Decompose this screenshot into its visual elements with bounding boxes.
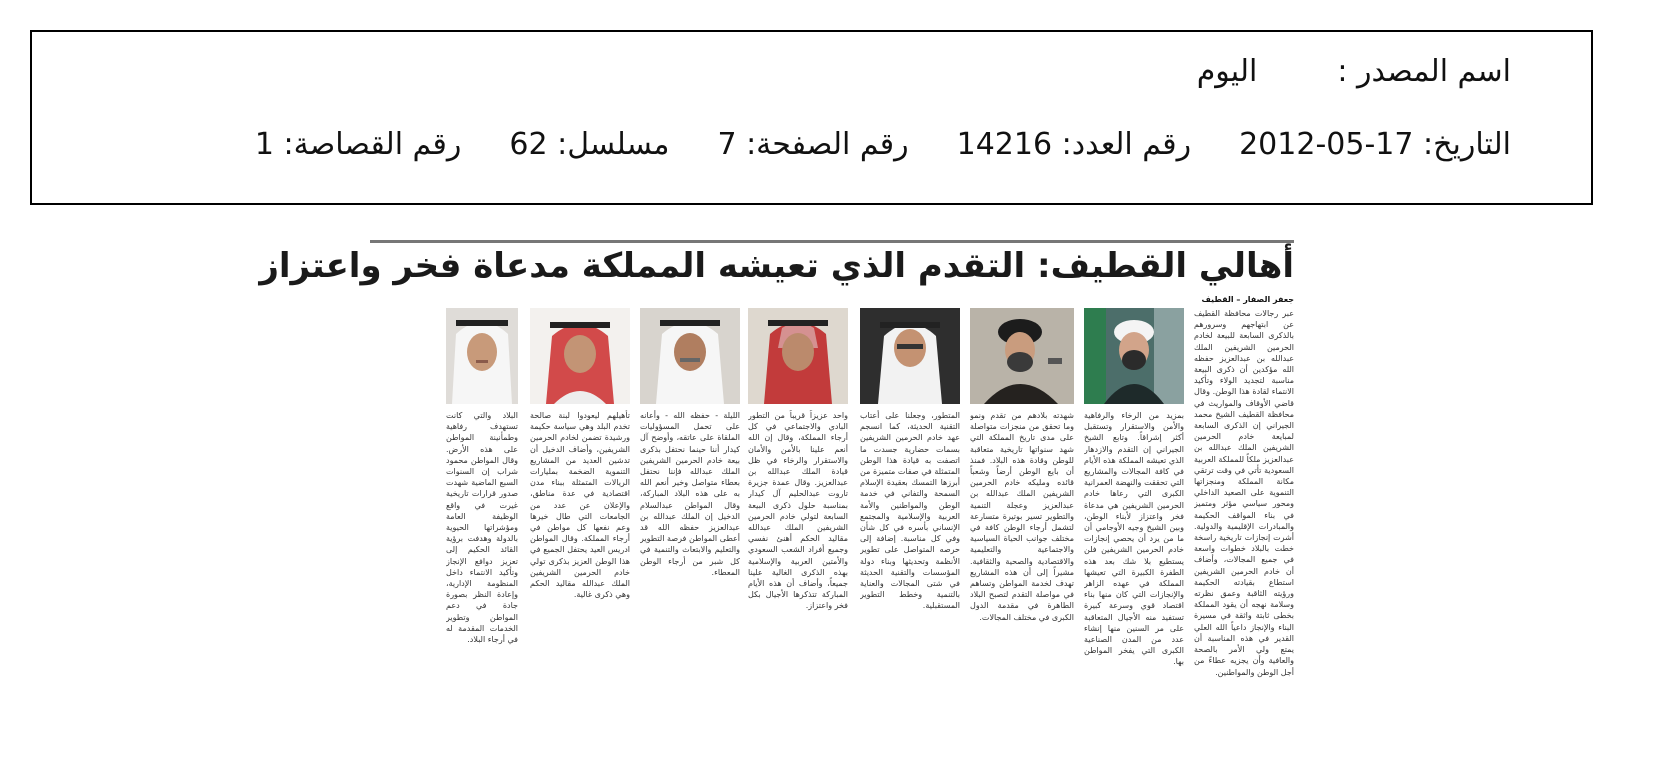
photo-man-white-ghutra-mustache bbox=[640, 308, 740, 404]
article-column-7: تأهيلهم ليعودوا لبنة صالحة تخدم البلد وهي سياسة حكيمة ورشيدة تضمن لخادم الحرمين الشريفين، وأضاف الدخيل أن تدشين العديد من المشاريع التنموية الضخمة بمليارات الريالات المتمثلة ببناء مدن اقتصادية في عدة مناطق، والإعلان عن عدد من الجامعات التي طال خيرها وعم نفعها كل مواطن في أرجاء المملكة. وقال المواطن ادريس العيد يحتفل الجميع في هذا الوطن العزيز بذكرى تولي خادم الحرمين الشريفين الملك عبدالله مقاليد الحكم وهي ذكرى غالية. bbox=[530, 411, 630, 600]
serial-field: مسلسل: 62 bbox=[509, 127, 670, 162]
photo-man-white-ghutra-smiling bbox=[446, 308, 518, 404]
article-byline: جعفر الصفار – القطيف bbox=[1201, 295, 1294, 304]
article-column-1: عبر رجالات محافظة القطيف عن ابتهاجهم وسرورهم بالذكرى السابعة للبيعة لخادم الحرمين الشريفين الملك عبدالله بن عبدالعزيز حفظه الله مؤكدين أن ذكرى البيعة مناسبة لتجديد الولاء وتأكيد الانتماء لقادة هذا الوطن. وقال قاضي الأوقاف والمواريث في محافظة القطيف الشيخ محمد الجيراني إن الذكرى السابعة لمبايعة خادم الحرمين الشريفين الملك عبدالله بن عبدالعزيز ملكاً للمملكة العربية السعودية تأتي في وقت ترتقي مكانة المملكة ومنجزاتها التنموية على الصعيد الداخلي ومحور سياسي مؤثر ومتميز في بناء المواقف الحكيمة والمبادرات الإقليمية والدولية. أشرت إنجازات تاريخية راسخة خطت بالبلاد خطوات واسعة في جميع المجالات، وأضاف أن خادم الحرمين الشريفين استطاع بقيادته الحكيمة ورؤيته الثاقبة وعمق نظرته وسلامة نهجه أن يقود المملكة بخطى ثابتة واثقة في مسيرة البناء والإنجاز داعياً الله العلي القدير في هذه المناسبة أن يمتع ولي الأمر بالصحة والعافية وأن يجزيه عطاءً من أجل الوطن والمواطنين. bbox=[1194, 309, 1294, 677]
top-rule bbox=[370, 240, 1294, 243]
details-line bbox=[255, 127, 1511, 162]
clip-metadata-box bbox=[30, 30, 1593, 205]
portrait-image bbox=[1084, 308, 1184, 404]
portrait-image bbox=[530, 308, 630, 404]
photo-sayyid-black-turban bbox=[970, 308, 1074, 404]
article-column-4: المتطور، وجعلنا على أعتاب التقنية الحديثة، كما انسجم عهد خادم الحرمين الشريفين بسمات حضارية جسدت ما اتصفت به قيادة هذا الوطن المتمثلة في صفات متميزة من أبرزها التمسك بعقيدة الإسلام السمحة والتفاني في خدمة الوطن والمواطنين والأمة العربية والإسلامية والمجتمع الإنساني بأسره في كل شأن وفي كل مناسبة. إضافة إلى حرصه المتواصل على تطوير الأنظمة وتحديثها وبناء دولة المؤسسات والتقنية الحديثة في شتى المجالات والعناية بالتنمية وخطط التطوير المستقبلية. bbox=[860, 411, 960, 611]
portrait-image bbox=[640, 308, 740, 404]
portrait-image bbox=[446, 308, 518, 404]
date-field: التاريخ: 17-05-2012 bbox=[1239, 127, 1511, 162]
issue-field: رقم العدد: 14216 bbox=[956, 127, 1192, 162]
portrait-image bbox=[970, 308, 1074, 404]
photo-man-red-shemagh-2 bbox=[530, 308, 630, 404]
portrait-image bbox=[860, 308, 960, 404]
article-column-6: الليلة - حفظه الله - وأعانه على تحمل المسؤوليات الملقاة على عاتقه، وأوضح آل كيدار أننا حينما نحتفل بذكرى بيعة خادم الحرمين الشريفين الملك عبدالله فإننا نحتفل بعطاء متواصل وخير أنعم الله به على هذه البلاد المباركة، وقال المواطن عبدالسلام الدخيل إن الملك عبدالله بن عبدالعزيز حفظه الله قد أعطى المواطن فرصة التطوير والتعليم والابتعاث والتنمية في كل شبر من أرجاء الوطن المعطاء. bbox=[640, 411, 740, 577]
portrait-image bbox=[748, 308, 848, 404]
page-field: رقم الصفحة: 7 bbox=[717, 127, 909, 162]
article-column-8: البلاد والتي كانت تستهدف رفاهية وطمأنينة المواطن على هذه الأرض. وقال المواطن محمود شراب إن السنوات السبع الماضية شهدت صدور قرارات تاريخية غيرت في واقع الوظيفة العامة ومؤشراتها الحيوية بالدولة وهدفت برؤية القائد الحكيم إلى تعزيز دوافع الإنجاز وتأكيد الانتماء داخل المنظومة الإدارية، وإعادة النظر بصورة جادة في دعم المواطن وتطوير الخدمات المقدمة له في أرجاء البلاد. bbox=[446, 411, 518, 645]
source-line bbox=[1197, 54, 1511, 89]
article-column-2: بمزيد من الرخاء والرفاهية والأمن والاستقرار وتستقبل أكثر إشراقاً. وتابع الشيخ الجيراني إن التقدم والازدهار الذي تعيشه المملكة هذه الأيام في كافة المجالات والمشاريع التي تحققت والنهضة العمرانية الكبرى التي رعاها خادم الحرمين الشريفين هي مدعاة فخر واعتزاز لأبناء الوطن، وبين الشيخ وجيه الأوجامي أن ما من يرد أن يحصي إنجازات خادم الحرمين الشريفين فلن يستطيع بلا شك بعد هذه الطفرة الكبيرة التي تعيشها المملكة في عهده الزاهر والإنجازات التي كان منها بناء اقتصاد قوي وسرعة كبيرة تستفيد منه الأجيال المتعاقبة على مر السنين منها إنشاء عدد من المدن الصناعية الكبرى التي يفخر المواطن بها. bbox=[1084, 411, 1184, 667]
photo-sheikh-white-turban bbox=[1084, 308, 1184, 404]
photo-man-red-shemagh bbox=[748, 308, 848, 404]
article-column-5: واحد عزيزاً قريباً من التطور البادي والاجتماعي في كل أرجاء المملكة، وقال إن الله أنعم علينا بالأمن والأمان والاستقرار والرخاء في ظل قيادة الملك عبدالله بن عبدالعزيز. وقال عمدة جزيرة تاروت عبدالحليم آل كيدار بمناسبة حلول ذكرى البيعة السابعة لتولي خادم الحرمين الشريفين الملك عبدالله مقاليد الحكم أهنئ نفسي وجميع أفراد الشعب السعودي والأمتين العربية والإسلامية بهذه الذكرى الغالية علينا جميعاً، وأضاف أن هذه الأيام المباركة تتذكرها الأجيال بكل فخر واعتزاز. bbox=[748, 411, 848, 611]
source-label: اسم المصدر : bbox=[1337, 54, 1511, 89]
clip-number-field: رقم القصاصة: 1 bbox=[254, 127, 462, 162]
article-headline: أهالي القطيف: التقدم الذي تعيشه المملكة مدعاة فخر واعتزاز bbox=[259, 246, 1294, 286]
source-value: اليوم bbox=[1196, 54, 1258, 89]
photo-man-shemagh-glasses bbox=[860, 308, 960, 404]
article-column-3: شهدته بلادهم من تقدم ونمو وما تحقق من منجزات متواصلة على مدى تاريخ المملكة التي شهد سنواتها تاريخية متعاقبة للوطن وقادة هذه البلاد. فمنذ أن بايع الوطن أرضاً وشعباً قائده ومليكه خادم الحرمين الشريفين الملك عبدالله بن عبدالعزيز وعجلة التنمية والتطوير تسير بوتيرة متسارعة لتشمل أرجاء الوطن كافة في مختلف جوانب الحياة السياسية والاجتماعية والتعليمية والاقتصادية والصحية والثقافية. مشيراً إلى أن هذه المشاريع تهدف لخدمة المواطن وتساهم في مواصلة التقدم لتصبح البلاد الطاهرة في مقدمة الدول الكبرى في مختلف المجالات. bbox=[970, 411, 1074, 622]
newspaper-clipping bbox=[259, 240, 1294, 720]
